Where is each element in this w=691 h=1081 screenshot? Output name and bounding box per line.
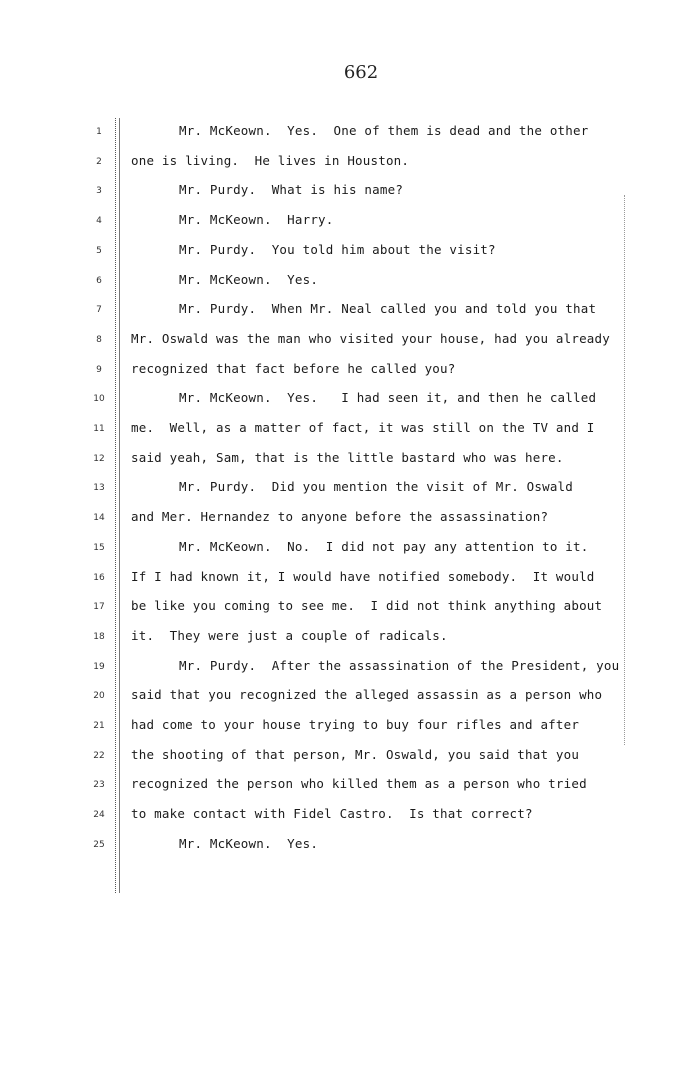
line-number: 14 [93,513,105,524]
line-number: 24 [93,810,105,821]
transcript-line [0,324,691,354]
line-text: to make contact with Fidel Castro. Is that correct? [131,806,533,822]
line-text: Mr. McKeown. Yes. I had seen it, and then he called [179,390,597,406]
page-number: 662 [343,62,379,83]
line-number: 11 [93,424,105,434]
line-text: said yeah, Sam, that is the little bastard who was here. [131,449,564,465]
transcript-line [0,175,691,205]
line-text: and Mer. Hernandez to anyone before the assassination? [131,509,549,525]
line-text: Mr. Purdy. Did you mention the visit of Mr. Oswald [179,479,574,495]
transcript-line [0,829,691,859]
line-text: Mr. McKeown. Yes. One of them is dead and the other [179,123,589,138]
line-text: recognized the person who killed them as a person who tried [131,776,587,792]
line-number: 17 [93,602,105,613]
transcript-line [0,383,691,413]
line-text: Mr. Purdy. You told him about the visit? [179,241,496,257]
line-number: 7 [96,305,102,316]
transcript-line [0,205,691,235]
transcript-line [0,740,691,770]
transcript-line [0,799,691,829]
transcript-line [0,562,691,592]
line-number: 6 [96,275,102,286]
transcript-line [0,265,691,295]
line-text: me. Well, as a matter of fact, it was still on the TV and I [131,420,595,435]
line-text: Mr. Oswald was the man who visited your house, had you already [131,330,610,346]
line-number: 9 [96,364,102,375]
line-text: the shooting of that person, Mr. Oswald, you said that you [131,746,580,762]
transcript-line [0,443,691,473]
transcript-line [0,710,691,740]
transcript-line [0,472,691,502]
line-number: 25 [93,839,105,850]
line-number: 5 [96,245,102,256]
transcript-line [0,621,691,651]
line-number: 23 [93,780,105,791]
line-number: 10 [93,394,105,405]
line-number: 18 [93,631,105,642]
line-number: 21 [93,721,105,731]
line-text: Mr. Purdy. After the assassination of the President, you [179,657,620,673]
transcript-line [0,591,691,621]
line-text: Mr. McKeown. Harry. [179,212,334,228]
line-number: 2 [96,156,102,167]
line-text: recognized that fact before he called you? [131,360,456,376]
transcript-line [0,680,691,710]
line-text: one is living. He lives in Houston. [131,152,410,168]
line-text: Mr. McKeown. No. I did not pay any attention to it. [179,538,589,554]
line-text: be like you coming to see me. I did not think anything about [131,598,603,614]
transcript-line [0,354,691,384]
transcript-line [0,413,691,443]
line-number: 22 [93,750,105,761]
line-number: 8 [96,334,102,345]
line-text: it. They were just a couple of radicals. [131,627,448,643]
line-text: Mr. McKeown. Yes. [179,271,319,287]
line-number: 3 [96,186,102,197]
transcript-line [0,235,691,265]
transcript-line [0,502,691,532]
transcript-line [0,651,691,681]
line-number: 12 [93,453,105,464]
line-text: said that you recognized the alleged assassin as a person who [131,687,603,703]
line-text: If I had known it, I would have notified somebody. It would [131,568,595,584]
line-number: 4 [96,216,102,227]
line-number: 15 [93,542,105,553]
line-number: 1 [96,127,102,137]
line-number: 13 [93,483,105,494]
line-text: had come to your house trying to buy four rifles and after [131,717,580,732]
line-number: 19 [93,661,105,672]
transcript-line [0,146,691,176]
transcript-line [0,294,691,324]
transcript-line [0,116,691,146]
transcript-line [0,769,691,799]
line-text: Mr. Purdy. What is his name? [179,182,404,198]
line-number: 16 [93,572,105,583]
line-number: 20 [93,691,105,702]
transcript-line [0,532,691,562]
line-text: Mr. Purdy. When Mr. Neal called you and told you that [179,301,597,317]
line-text: Mr. McKeown. Yes. [179,835,319,851]
